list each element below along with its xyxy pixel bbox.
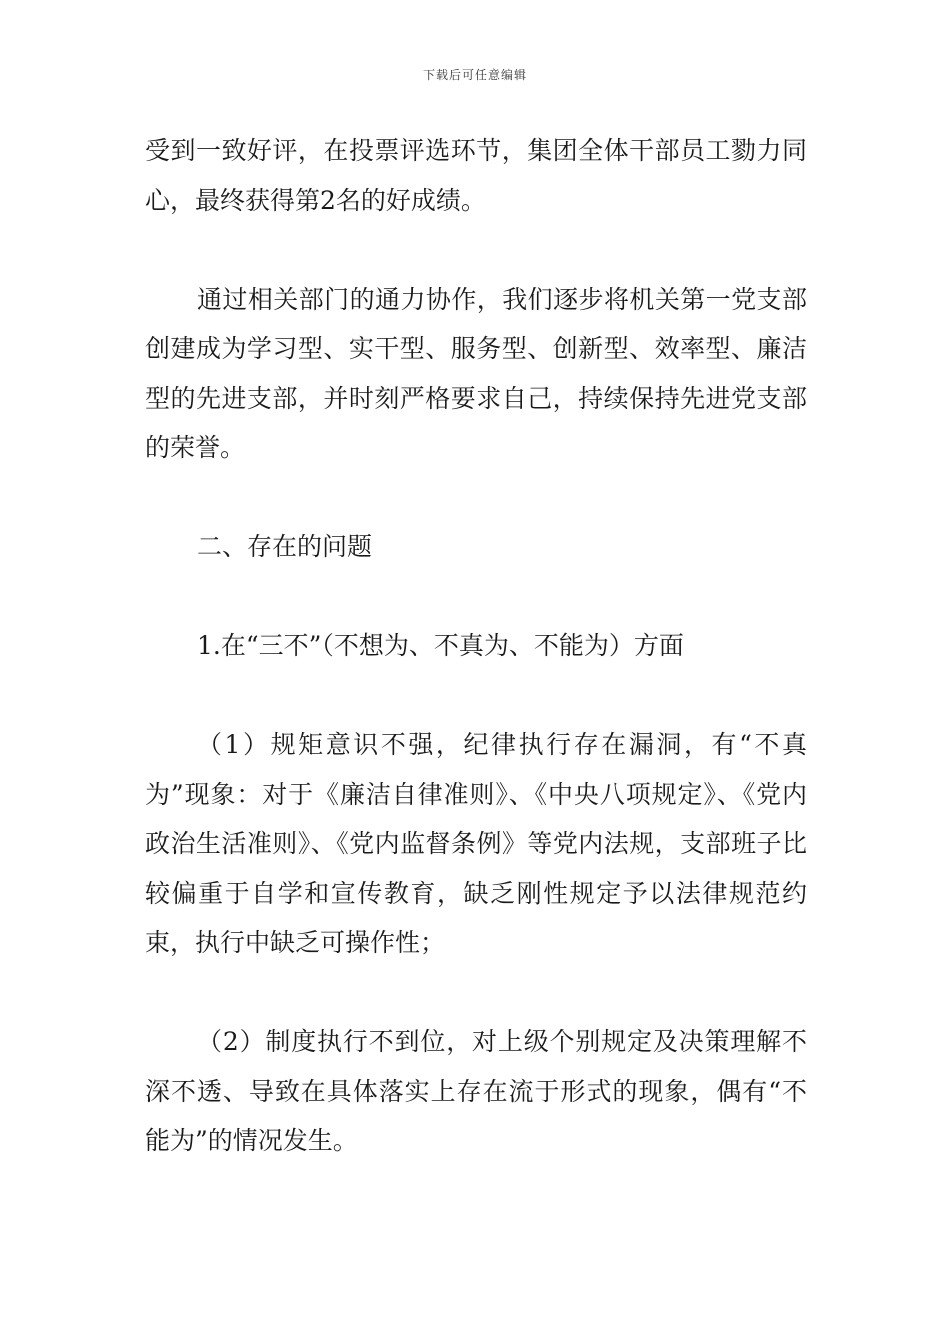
paragraph-gap	[145, 671, 807, 721]
document-body	[145, 126, 807, 1166]
paragraph-branch-building: 通过相关部门的通力协作，我们逐步将机关第一党支部创建成为学习型、实干型、服务型、创新型、效率型、廉洁型的先进支部，并时刻严格要求自己，持续保持先进党支部的荣誉。	[145, 284, 807, 462]
paragraph-item-2: （2）制度执行不到位，对上级个别规定及决策理解不深不透、导致在具体落实上存在流于形式的现象，偶有“不能为”的情况发生。	[145, 1027, 807, 1155]
subsection-heading-three-nots: 1.在“三不”（不想为、不真为、不能为）方面	[197, 631, 684, 660]
section-heading-problems: 二、存在的问题	[197, 532, 373, 561]
paragraph-gap	[145, 572, 807, 622]
page-header-note: 下载后可任意编辑	[422, 68, 527, 82]
paragraph-gap	[145, 968, 807, 1018]
paragraph-gap	[145, 225, 807, 275]
paragraph-continuation: 受到一致好评，在投票评选环节，集团全体干部员工勠力同心，最终获得第2名的好成绩。	[145, 136, 807, 215]
paragraph-item-1: （1）规矩意识不强，纪律执行存在漏洞，有“不真为”现象：对于《廉洁自律准则》、《中央八项规定》、《党内政治生活准则》、《党内监督条例》等党内法规，支部班子比较偏重于自学和宣传教育，缺乏刚性规定予以法律规范约束，执行中缺乏可操作性；	[145, 730, 807, 957]
paragraph-gap	[145, 473, 807, 523]
